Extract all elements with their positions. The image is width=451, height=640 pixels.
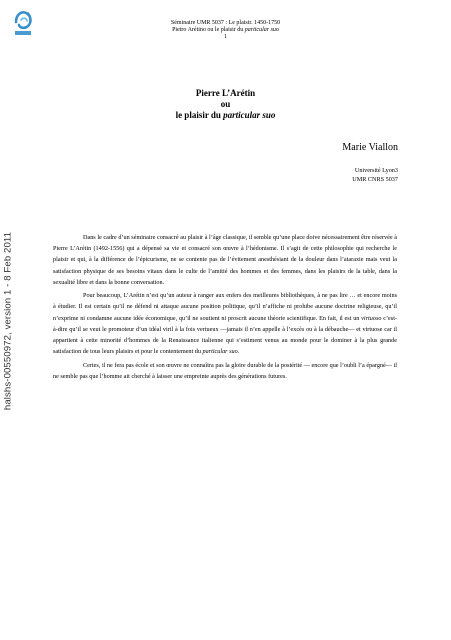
header-line-2 [0,27,451,34]
header-line-2-text: Pietro Arétino ou le plaisir du [172,27,245,34]
header-line-2-italic: particular suo [244,27,279,34]
title-line-3-italic: particular suo [223,110,276,121]
document-title [0,88,451,122]
paragraph-3: Certes, il ne fera pas école et son œuvre ne connaîtra pas la gloire durable de la postérité — encore que l’oubli l’a épargné— il ne semble pas que l’homme ait cherché à laisser une empreinte auprès des générations futures. [53,361,397,380]
archive-stamp [2,206,14,436]
page-number: 1 [224,34,227,41]
paragraph-1: Dans le cadre d’un séminaire consacré au plaisir à l’âge classique, il semble qu’une place doive nécessairement être réservée à Pierre L’Arétin (1492-1556) qui a dépensé sa vie et consacré son œuvre à l’hédonisme. Il s’agit de cette philosophie qui recherche le plaisir et qui, à la différence de l’épicurisme, ne se contente pas de l’évitement anesthésiant de la douleur dans l’ataraxie mais veut la satisfaction physique de ses besoins vitaux dans le culte de l’amitié des hommes et des femmes, dans les plaisirs de la table, dans la sexualité libre et dans la bonne conversation. [53,234,397,286]
affiliation-university: Université Lyon3 [354,167,398,174]
archive-stamp-text: halshs-00550972, version 1 - 8 Feb 2011 [2,231,14,411]
paragraph-2-part-c: . [237,348,240,356]
paragraph-2 [53,290,397,357]
header-line-1: Séminaire UMR 5037 : Le plaisir. 1450-1750 [170,20,281,26]
paragraph-2-italic-virtuoso: virtuoso [361,314,382,322]
paragraph-2-italic-particular-suo: particular suo [202,348,238,356]
affiliation-unit: UMR CNRS 5037 [352,175,398,183]
title-line-3-text: le plaisir du [175,110,224,121]
author-name: Marie Viallon [342,142,398,153]
author-affiliation [352,167,398,185]
running-header [0,20,451,42]
paragraph-2-part-a: Pour beaucoup, L’Arétin n’est qu’un auteur à ranger aux enfers des meilleures bibliothèques, à ne pas lire … et encore moins à étudier. Il est certain qu’il ne défend ni attaque aucune position politique, qu’il n’affiche ni prohibe aucune doctrine religieuse, qu’il n’exprime ni condamne aucune idée économique, qu’il ne soutient ni proscrit aucune théorie scientifique. En fait, il est un [53,292,397,322]
title-line-1: Pierre L’Arétin [195,88,256,98]
title-line-3 [0,110,451,121]
paragraph-2-part-b: c’est-à-dire qu’il se veut le promoteur d’un idéal viril à la fois vertueux —jamais il n’en appelle à l’excès ou à la débauche— et virtuose car il appartient à cette minorité d’hommes de la Renaissance italienne qui s’estiment venus au monde pour le dominer à la plus grande satisfaction de tous leurs plaisirs et pour le contentement du [53,314,397,356]
body-text [53,232,397,384]
title-line-2: ou [220,99,231,110]
